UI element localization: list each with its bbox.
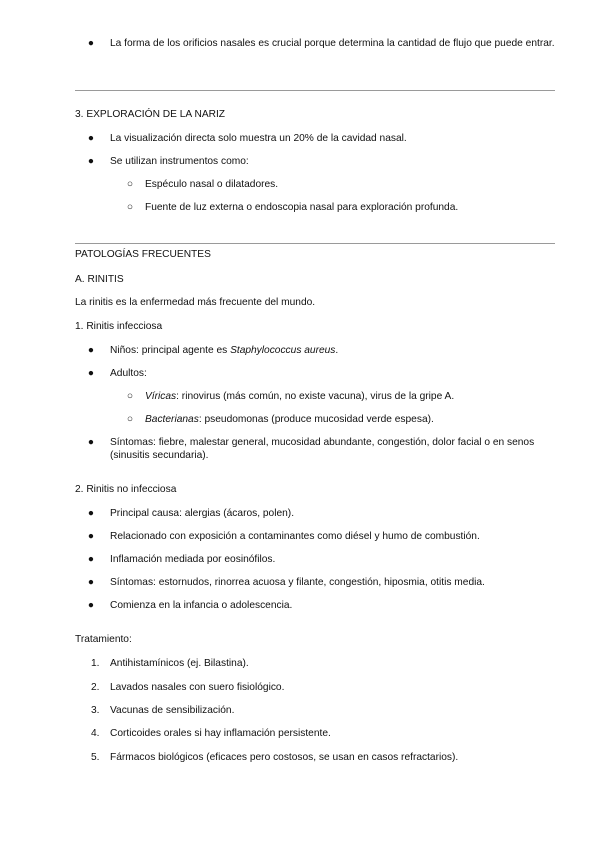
sub-bullet-circle: ○ — [126, 391, 134, 402]
bullet-dot: ● — [87, 508, 95, 519]
bullet-dot: ● — [87, 437, 95, 448]
subsection-heading: 1. Rinitis infecciosa — [75, 321, 163, 332]
subsection-heading: Tratamiento: — [75, 634, 132, 645]
sub-bullet-text: Bacterianas: pseudomonas (produce mucosidad verde espesa). — [145, 414, 434, 425]
bullet-text: Inflamación mediada por eosinófilos. — [110, 554, 276, 565]
species-name: Staphylococcus aureus — [230, 345, 336, 356]
bullet-text: Niños: principal agente es Staphylococcus aureus. — [110, 345, 339, 356]
section-heading: 3. EXPLORACIÓN DE LA NARIZ — [75, 109, 226, 120]
bullet-text: Se utilizan instrumentos como: — [110, 156, 249, 167]
bullet-dot: ● — [87, 577, 95, 588]
bullet-text: Síntomas: estornudos, rinorrea acuosa y filante, congestión, hiposmia, otitis media. — [110, 577, 485, 588]
bullet-text: Adultos: — [110, 368, 147, 379]
list-number: 5. — [91, 752, 100, 763]
sub-bullet-text: Espéculo nasal o dilatadores. — [145, 179, 279, 190]
list-item: Lavados nasales con suero fisiológico. — [110, 682, 285, 693]
sub-bullet-circle: ○ — [126, 179, 134, 190]
bullet-dot: ● — [87, 38, 95, 49]
paragraph: La rinitis es la enfermedad más frecuente del mundo. — [75, 297, 316, 308]
list-item: Antihistamínicos (ej. Bilastina). — [110, 658, 249, 669]
bullet-text: Principal causa: alergias (ácaros, polen). — [110, 508, 295, 519]
list-number: 4. — [91, 728, 100, 739]
bullet-text: La forma de los orificios nasales es crucial porque determina la cantidad de flujo que puede entrar. — [110, 38, 555, 49]
horizontal-rule — [75, 243, 555, 244]
sub-bullet-circle: ○ — [126, 202, 134, 213]
subsection-heading: 2. Rinitis no infecciosa — [75, 484, 177, 495]
list-item: Corticoides orales si hay inflamación persistente. — [110, 728, 331, 739]
list-item: Fármacos biológicos (eficaces pero costosos, se usan en casos refractarios). — [110, 752, 459, 763]
list-item: Vacunas de sensibilización. — [110, 705, 235, 716]
list-number: 3. — [91, 705, 100, 716]
bullet-dot: ● — [87, 600, 95, 611]
sub-bullet-circle: ○ — [126, 414, 134, 425]
bullet-text: Comienza en la infancia o adolescencia. — [110, 600, 293, 611]
bullet-text: Síntomas: fiebre, malestar general, mucosidad abundante, congestión, dolor facial o en senos (sinusitis secundaria). — [110, 437, 535, 461]
horizontal-rule — [75, 90, 555, 91]
list-number: 2. — [91, 682, 100, 693]
sub-bullet-text: Fuente de luz externa o endoscopia nasal para exploración profunda. — [145, 202, 459, 213]
section-heading: PATOLOGÍAS FRECUENTES — [75, 249, 211, 260]
bullet-dot: ● — [87, 345, 95, 356]
bullet-text: Relacionado con exposición a contaminantes como diésel y humo de combustión. — [110, 531, 480, 542]
subsection-heading: A. RINITIS — [75, 274, 124, 285]
bullet-dot: ● — [87, 531, 95, 542]
bullet-dot: ● — [87, 554, 95, 565]
bullet-text: La visualización directa solo muestra un 20% de la cavidad nasal. — [110, 133, 407, 144]
bullet-dot: ● — [87, 133, 95, 144]
bullet-dot: ● — [87, 156, 95, 167]
sub-bullet-text: Víricas: rinovirus (más común, no existe vacuna), virus de la gripe A. — [145, 391, 455, 402]
bullet-dot: ● — [87, 368, 95, 379]
list-number: 1. — [91, 658, 100, 669]
